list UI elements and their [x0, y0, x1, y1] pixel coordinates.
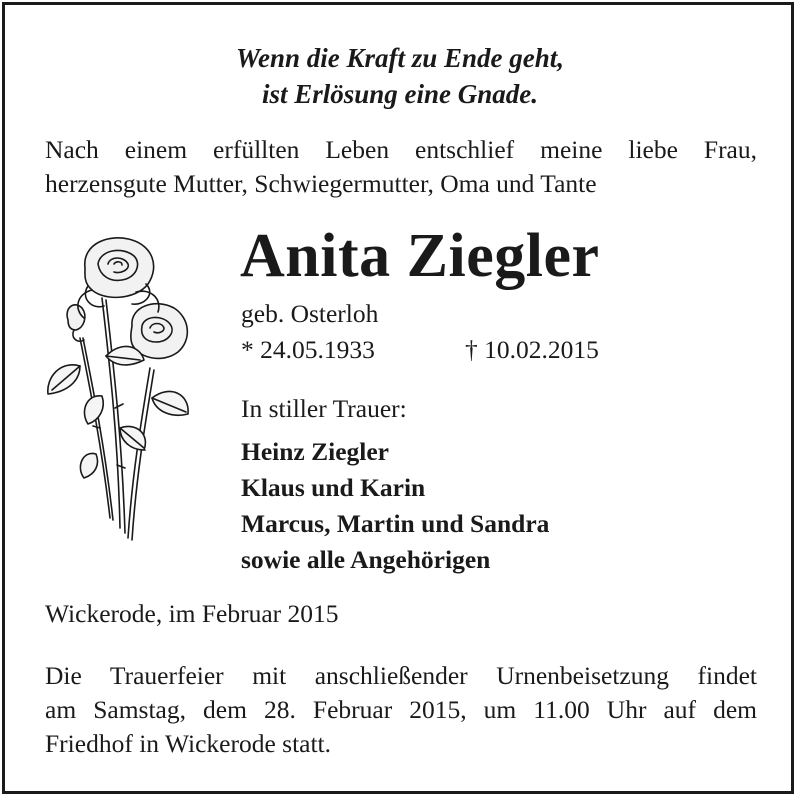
funeral-line-2: am Samstag, dem 28. Februar 2015, um 11.00 Uhr auf dem [45, 695, 757, 724]
funeral-info [45, 659, 757, 761]
mourner-name: Heinz Ziegler [241, 437, 389, 466]
motto [0, 40, 800, 112]
motto-line-1: Wenn die Kraft zu Ende geht, [235, 43, 565, 73]
funeral-line-3: Friedhof in Wickerode statt. [45, 729, 332, 758]
deceased-name: Anita Ziegler [240, 222, 600, 290]
intro-text [45, 133, 757, 201]
funeral-line-1: Die Trauerfeier mit anschließender Urnenbeisetzung findet [45, 661, 757, 690]
maiden-name: geb. Osterloh [241, 299, 379, 328]
motto-line-2: ist Erlösung eine Gnade. [261, 79, 539, 109]
mourning-heading: In stiller Trauer: [241, 394, 407, 423]
mourner-name: sowie alle Angehörigen [241, 545, 491, 574]
birth-date: * 24.05.1933 [241, 335, 375, 364]
intro-line-2: herzensgute Mutter, Schwiegermutter, Oma und Tante [45, 169, 597, 198]
mourners-list [241, 434, 549, 578]
death-date: † 10.02.2015 [465, 335, 599, 364]
mourner-name: Marcus, Martin und Sandra [241, 509, 550, 538]
rose-illustration [40, 228, 200, 558]
intro-line-1: Nach einem erfüllten Leben entschlief meine liebe Frau, [45, 135, 757, 164]
mourner-name: Klaus und Karin [241, 473, 426, 502]
place-date: Wickerode, im Februar 2015 [45, 599, 339, 628]
